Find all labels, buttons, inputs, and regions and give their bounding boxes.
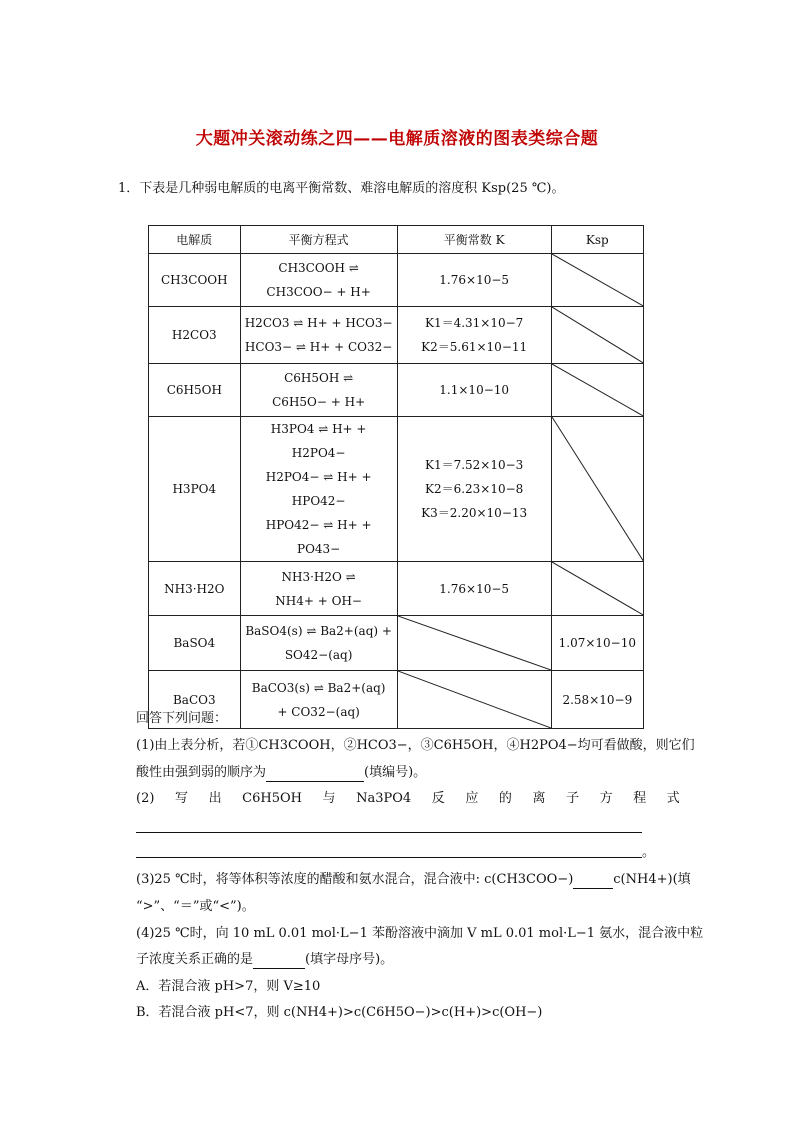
q2-word: 方 — [599, 791, 613, 806]
q1-line1: (1)由上表分析，若①CH3COOH，②HCO3−，③C6H5OH，④H2PO4−均可看做酸，则它们 — [136, 738, 695, 753]
table-row — [149, 562, 644, 616]
electrolyte-cell: H2CO3 — [149, 307, 241, 364]
q4-line2 — [136, 951, 393, 969]
q2-word: 的 — [498, 791, 512, 806]
ksp-empty-cell — [551, 254, 643, 307]
equation-line: HCO3− ⇌ H+ + CO32− — [244, 340, 393, 354]
equation-line: CH3COO− + H+ — [266, 285, 371, 299]
equation-line: + CO32−(aq) — [277, 704, 360, 719]
q1-answer-blank[interactable] — [266, 767, 364, 782]
q2-line — [136, 790, 680, 808]
q2-word: 应 — [465, 791, 479, 806]
equation-line: SO42−(aq) — [284, 648, 353, 662]
q3-line1 — [136, 871, 691, 889]
k-empty-cell — [397, 616, 551, 671]
q2-word: (2) — [136, 791, 155, 806]
table-header-row — [149, 226, 644, 254]
q2-answer-line-1[interactable] — [136, 832, 642, 833]
electrolyte-cell: BaCO3 — [149, 671, 241, 729]
q2-word: 与 — [322, 791, 336, 806]
ksp-empty-cell — [551, 364, 643, 417]
electrolyte-cell: NH3·H2O — [149, 562, 241, 616]
equation-cell — [240, 364, 397, 417]
option-b: B．若混合液 pH<7，则 c(NH4+)>c(C6H5O−)>c(H+)>c(OH−) — [136, 1005, 543, 1020]
k-cell — [397, 562, 551, 616]
electrolyte-cell: CH3COOH — [149, 254, 241, 307]
header-k: 平衡常数 K — [397, 226, 551, 254]
k-cell — [397, 364, 551, 417]
equation-line: H2PO4− ⇌ H+ + HPO42− — [265, 470, 372, 508]
q3-answer-blank[interactable] — [573, 874, 613, 889]
equation-line: C6H5O− + H+ — [272, 395, 366, 409]
header-equation: 平衡方程式 — [240, 226, 397, 254]
q2-word: C6H5OH — [242, 791, 302, 806]
ksp-empty-cell — [551, 417, 643, 562]
table-row — [149, 417, 644, 562]
q4-text: 子浓度关系正确的是 — [136, 952, 254, 967]
page-title: 大题冲关滚动练之四——电解质溶液的图表类综合题 — [195, 129, 599, 149]
option-a: A．若混合液 pH>7，则 V≥10 — [136, 979, 321, 994]
equation-line: BaCO3(s) ⇌ Ba2+(aq) — [251, 680, 386, 695]
question-intro: 1．下表是几种弱电解质的电离平衡常数、难溶电解质的溶度积 Ksp(25 ℃)。 — [118, 181, 565, 196]
q3-text: (3)25 ℃时，将等体积等浓度的醋酸和氨水混合，混合液中: c(CH3COO−) — [136, 872, 574, 887]
q4-answer-blank[interactable] — [253, 954, 305, 969]
k-value: K1＝7.52×10−3 — [424, 458, 524, 472]
q1-suffix: (填编号)。 — [364, 765, 427, 780]
electrolyte-cell: H3PO4 — [149, 417, 241, 562]
k-cell — [397, 417, 551, 562]
equation-line: H3PO4 ⇌ H+ + H2PO4− — [270, 422, 367, 460]
q1-line2 — [136, 764, 426, 782]
k-value: K2＝6.23×10−8 — [424, 482, 524, 496]
q2-word: 程 — [633, 791, 647, 806]
equation-line: HPO42− ⇌ H+ + PO43− — [265, 518, 372, 556]
k-cell — [397, 254, 551, 307]
q3-line2: “>”、“＝”或“<”)。 — [136, 899, 255, 914]
equation-cell — [240, 616, 397, 671]
equation-line: H2CO3 ⇌ H+ + HCO3− — [244, 316, 393, 330]
equation-cell — [240, 562, 397, 616]
q2-end-mark: 。 — [642, 845, 656, 860]
q2-word: Na3PO4 — [356, 791, 412, 806]
equation-line: CH3COOH ⇌ — [278, 261, 359, 275]
constants-table — [148, 225, 644, 729]
table-row — [149, 254, 644, 307]
electrolyte-cell: C6H5OH — [149, 364, 241, 417]
equation-cell — [240, 307, 397, 364]
header-electrolyte: 电解质 — [149, 226, 241, 254]
electrolyte-cell: BaSO4 — [149, 616, 241, 671]
k-value: 1.76×10−5 — [439, 273, 510, 287]
q4-line1: (4)25 ℃时，向 10 mL 0.01 mol·L−1 苯酚溶液中滴加 V mL 0.01 mol·L−1 氨水，混合液中粒 — [136, 926, 704, 941]
q3-text-end: c(NH4+)(填 — [613, 872, 691, 887]
ksp-cell: 1.07×10−10 — [551, 616, 643, 671]
equation-cell — [240, 417, 397, 562]
q2-word: 子 — [566, 791, 580, 806]
answer-prompt: 回答下列问题： — [136, 711, 228, 726]
q2-word: 出 — [208, 791, 222, 806]
k-value: K2＝5.61×10−11 — [421, 340, 528, 354]
ksp-empty-cell — [551, 562, 643, 616]
k-value: 1.76×10−5 — [439, 581, 510, 596]
q2-word: 式 — [666, 791, 680, 806]
table-row — [149, 616, 644, 671]
table-row — [149, 364, 644, 417]
q2-word: 离 — [532, 791, 546, 806]
header-ksp: Ksp — [551, 226, 643, 254]
ksp-empty-cell — [551, 307, 643, 364]
q2-word: 写 — [174, 791, 188, 806]
k-value: 1.1×10−10 — [439, 383, 510, 397]
k-value: K1＝4.31×10−7 — [424, 316, 524, 330]
q1-text: 酸性由强到弱的顺序为 — [136, 765, 267, 780]
table-row — [149, 307, 644, 364]
equation-cell — [240, 254, 397, 307]
q4-suffix: (填字母序号)。 — [305, 952, 394, 967]
equation-line: C6H5OH ⇌ — [284, 371, 354, 385]
k-cell — [397, 307, 551, 364]
equation-cell — [240, 671, 397, 729]
k-value: K3＝2.20×10−13 — [421, 506, 528, 520]
equation-line: NH4+ + OH− — [275, 593, 362, 608]
equation-line: NH3·H2O ⇌ — [281, 569, 356, 584]
equation-line: BaSO4(s) ⇌ Ba2+(aq) + — [245, 624, 392, 638]
ksp-cell: 2.58×10−9 — [551, 671, 643, 729]
q2-word: 反 — [431, 791, 445, 806]
q2-answer-line-2[interactable] — [136, 857, 642, 858]
k-empty-cell — [397, 671, 551, 729]
